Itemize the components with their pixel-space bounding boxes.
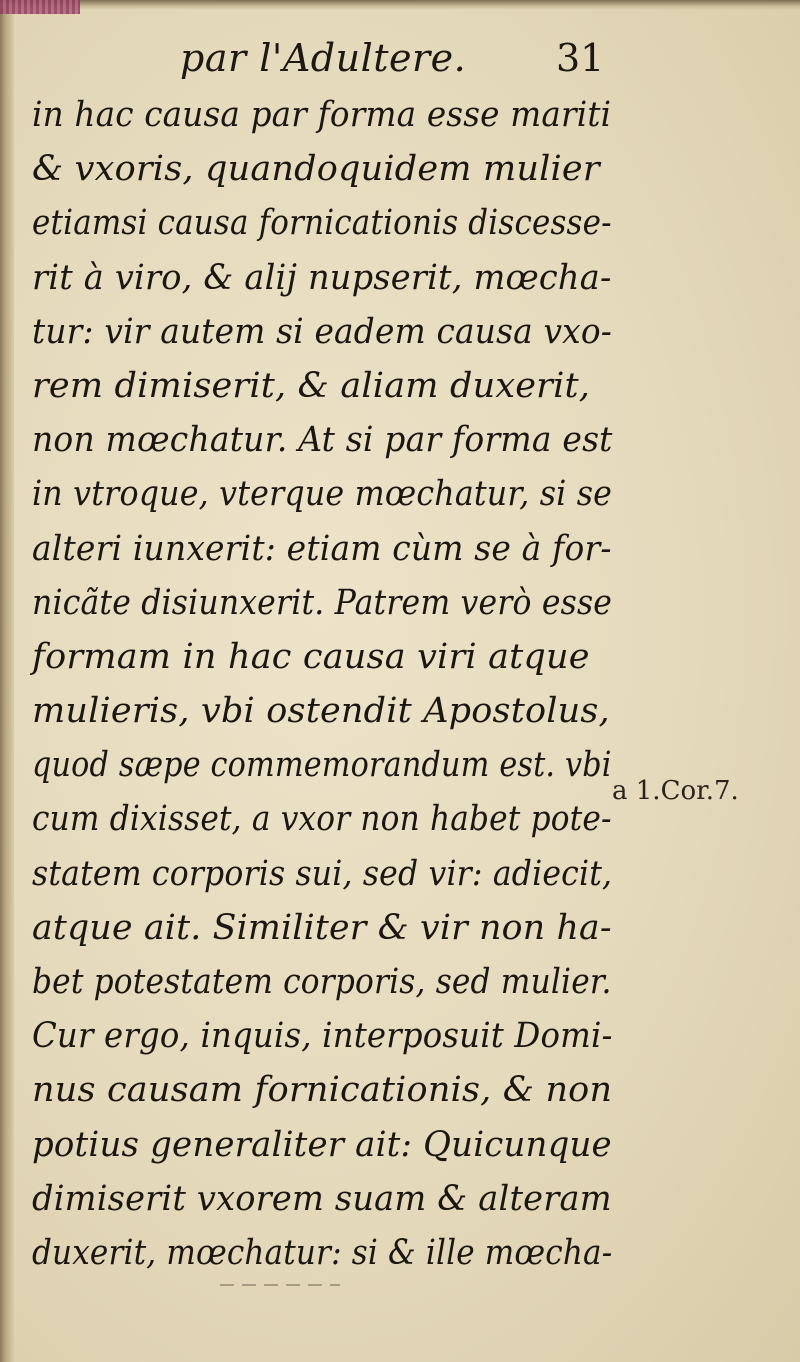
text-line: formam in hac causa viri atque	[32, 636, 590, 677]
text-line: tur: vir autem si eadem causa vxo-	[32, 311, 613, 352]
text-line: cum dixisset, a vxor non habet pote-	[32, 799, 612, 840]
page-top-edge	[0, 0, 800, 10]
text-line: statem corporis sui, sed vir: adiecit,	[32, 853, 613, 894]
body-text	[32, 88, 612, 1280]
text-line: bet potestatem corporis, sed mulier.	[32, 962, 612, 1002]
text-line: alteri iunxerit: etiam cùm se à for-	[32, 528, 612, 569]
catchword-rule	[220, 1284, 340, 1286]
text-line: rem dimiserit, & aliam duxerit,	[32, 365, 591, 406]
text-line: potius generaliter ait: Quicunque	[32, 1124, 612, 1165]
page-gutter-edge	[0, 0, 14, 1362]
page-header	[0, 30, 800, 90]
text-line: mulieris, vbi ostendit Apostolus,	[32, 691, 610, 732]
text-line: dimiserit vxorem suam & alteram	[32, 1178, 612, 1219]
binding-thread	[0, 0, 80, 14]
text-line: non mœchatur. At si par forma est	[32, 420, 613, 461]
text-line: & vxoris, quandoquidem mulier	[32, 149, 600, 190]
text-line: nicãte disiunxerit. Patrem verò esse	[32, 582, 613, 623]
text-line: atque ait. Similiter & vir non ha-	[32, 907, 612, 948]
margin-reference: a 1.Cor.7.	[612, 776, 739, 806]
text-line: nus causam fornicationis, & non	[32, 1070, 613, 1111]
text-line: in vtroque, vterque mœchatur, si se	[32, 474, 613, 515]
text-line: duxerit, mœchatur: si & ille mœcha-	[32, 1232, 613, 1273]
text-line: quod sæpe commemorandum est. vbi	[32, 745, 612, 786]
running-head: par l'Adultere.	[180, 36, 467, 80]
text-line: in hac causa par forma esse mariti	[32, 95, 612, 135]
text-line: etiamsi causa fornicationis discesse-	[32, 203, 612, 244]
text-line: Cur ergo, inquis, interposuit Domi-	[32, 1016, 613, 1057]
text-line: rit à viro, & alij nupserit, mœcha-	[32, 257, 612, 298]
page-number: 31	[556, 36, 605, 80]
